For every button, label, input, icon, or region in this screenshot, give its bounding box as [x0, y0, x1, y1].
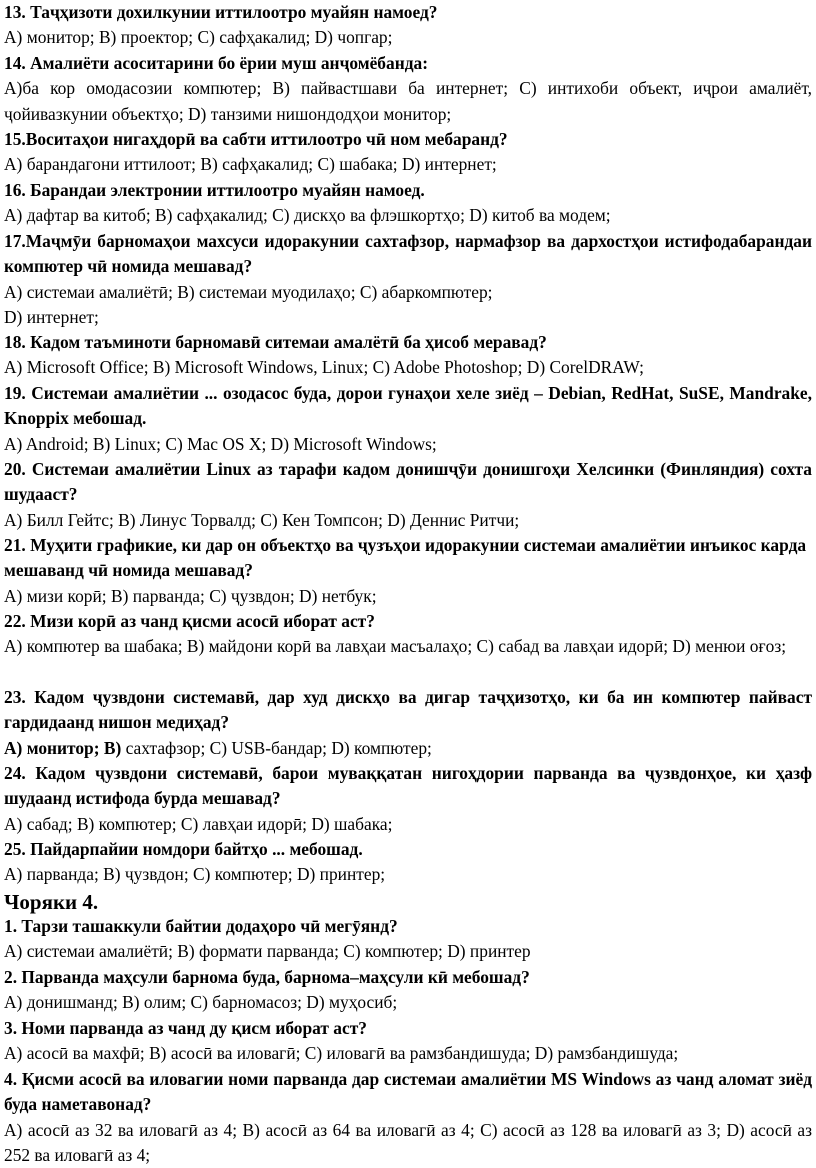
question-24 — [4, 761, 812, 837]
question-text: 25. Пайдарпайии номдори байтҳо ... мебошад. — [4, 839, 363, 859]
answer-options: A)ба кор омодасозии компютер; B) пайвастшави ба интернет; C) интихоби объект, иҷрои амалиёт, ҷойивазкунии объектҳо; D) танзими нишондодҳои монитор; — [4, 78, 812, 124]
section-question-4 — [4, 1067, 812, 1168]
answer-options: A) асосӣ ва махфӣ; B) асосӣ ва иловагӣ; C) иловагӣ ва рамзбандишуда; D) рамзбандишуда; — [4, 1043, 679, 1064]
answer-options: A) барандагони иттилоот; B) сафҳакалид; C) шабака; D) интернет; — [4, 154, 497, 175]
answer-options: A) монитор; B) проектор; C) сафҳакалид; D) чопгар; — [4, 27, 393, 48]
question-text: 14. Амалиёти асоситарини бо ёрии муш анҷомёбанда: — [4, 53, 429, 73]
answer-options: A) Microsoft Office; B) Microsoft Windows, Linux; C) Adobe Photoshop; D) CorelDRAW; — [4, 357, 645, 378]
question-text: 1. Тарзи ташаккули байтии додаҳоро чӣ мегӯянд? — [4, 916, 398, 936]
answer-options: A) асосӣ аз 32 ва иловагӣ аз 4; B) асосӣ аз 64 ва иловагӣ аз 4; C) асосӣ аз 128 ва иловагӣ аз 3; D) асосӣ аз 252 ва иловагӣ аз 4; — [4, 1119, 812, 1165]
question-21 — [4, 533, 812, 609]
answer-options: A) системаи амалиётӣ; B) формати парванда; C) компютер; D) принтер — [4, 941, 531, 962]
question-22 — [4, 609, 812, 660]
section-heading: Чоряки 4. — [4, 890, 99, 914]
question-17 — [4, 229, 812, 330]
answer-options: A) донишманд; B) олим; C) барномасоз; D) муҳосиб; — [4, 992, 398, 1013]
question-19 — [4, 381, 812, 457]
answer-options-rest: сахтафзор; C) USB-бандар; D) компютер; — [121, 737, 432, 758]
question-text: 13. Таҷҳизоти дохилкунии иттилоотро муайян намоед? — [4, 2, 438, 22]
section-question-3 — [4, 1016, 812, 1067]
question-text: 20. Системаи амалиётии Linux аз тарафи кадом донишҷӯи донишгоҳи Хелсинки (Финляндия) сохта шудааст? — [4, 459, 812, 505]
question-16 — [4, 178, 812, 229]
question-text: 22. Мизи корӣ аз чанд қисми асосӣ иборат аст? — [4, 611, 375, 631]
question-text: 4. Қисми асосӣ ва иловагии номи парванда дар системаи амалиётии MS Windows аз чанд аломат зиёд буда наметавонад? — [4, 1069, 812, 1115]
answer-options: A) Android; B) Linux; C) Mac OS X; D) Microsoft Windows; — [4, 433, 437, 454]
question-text: 16. Барандаи электронии иттилоотро муайян намоед. — [4, 180, 425, 200]
answer-options: A) Билл Гейтс; B) Линус Торвалд; C) Кен Томпсон; D) Деннис Ритчи; — [4, 509, 520, 530]
answer-options-bold-part: A) монитор; B) — [4, 737, 122, 758]
question-15 — [4, 127, 812, 178]
question-text: 3. Номи парванда аз чанд ду қисм иборат аст? — [4, 1018, 367, 1038]
answer-options: A) дафтар ва китоб; B) сафҳакалид; C) дискҳо ва флэшкортҳо; D) китоб ва модем; — [4, 205, 611, 226]
answer-options: A) парванда; B) ҷузвдон; C) компютер; D) принтер; — [4, 864, 386, 885]
section-question-2 — [4, 965, 812, 1016]
question-14 — [4, 51, 812, 127]
question-text: 18. Кадом таъминоти барномавӣ ситемаи амалётӣ ба ҳисоб меравад? — [4, 332, 547, 352]
question-text: 15.Воситаҳои нигаҳдорӣ ва сабти иттилоотро чӣ ном мебаранд? — [4, 129, 508, 149]
question-text: 23. Кадом ҷузвдони системавӣ, дар худ дискҳо ва дигар таҷҳизотҳо, ки ба ин компютер пайваст гардидаанд нишон медиҳад? — [4, 687, 812, 733]
answer-options-continued: D) интернет; — [4, 306, 99, 327]
question-23 — [4, 685, 812, 761]
question-25 — [4, 837, 812, 888]
section-question-1 — [4, 914, 812, 965]
answer-options — [4, 736, 812, 761]
question-text: 19. Системаи амалиётии ... озодасос буда, дорои гунаҳои хеле зиёд – Debian, RedHat, SuSE, Mandrake, Knoppix мебошад. — [4, 383, 812, 429]
question-text: 17.Маҷмӯи барномаҳои махсуси идоракунии сахтафзор, нармафзор ва дархостҳои истифодабарандаи компютер чӣ номида мешавад? — [4, 231, 812, 277]
question-20 — [4, 457, 812, 533]
question-13 — [4, 0, 812, 51]
answer-options: A) мизи корӣ; B) парванда; C) ҷузвдон; D) нетбук; — [4, 585, 377, 606]
answer-options: A) системаи амалиётӣ; B) системаи муодилаҳо; C) абаркомпютер; — [4, 281, 493, 302]
question-text: 21. Муҳити графикие, ки дар он объектҳо ва ҷузъҳои идоракунии системаи амалиётии инъикос карда мешаванд чӣ номида мешавад? — [4, 535, 807, 581]
answer-options: A) компютер ва шабака; B) майдони корӣ ва лавҳаи масъалаҳо; C) сабад ва лавҳаи идорӣ; D) менюи оғоз; — [4, 636, 787, 657]
question-18 — [4, 330, 812, 381]
question-text: 2. Парванда маҳсули барнома буда, барнома–маҳсули кӣ мебошад? — [4, 967, 530, 987]
answer-options: A) сабад; B) компютер; C) лавҳаи идорӣ; D) шабака; — [4, 813, 393, 834]
question-text: 24. Кадом ҷузвдони системавӣ, барои муваққатан нигоҳдории парванда ва ҷузвдонҳое, ки ҳазф шудаанд истифода бурда мешавад? — [4, 763, 812, 809]
